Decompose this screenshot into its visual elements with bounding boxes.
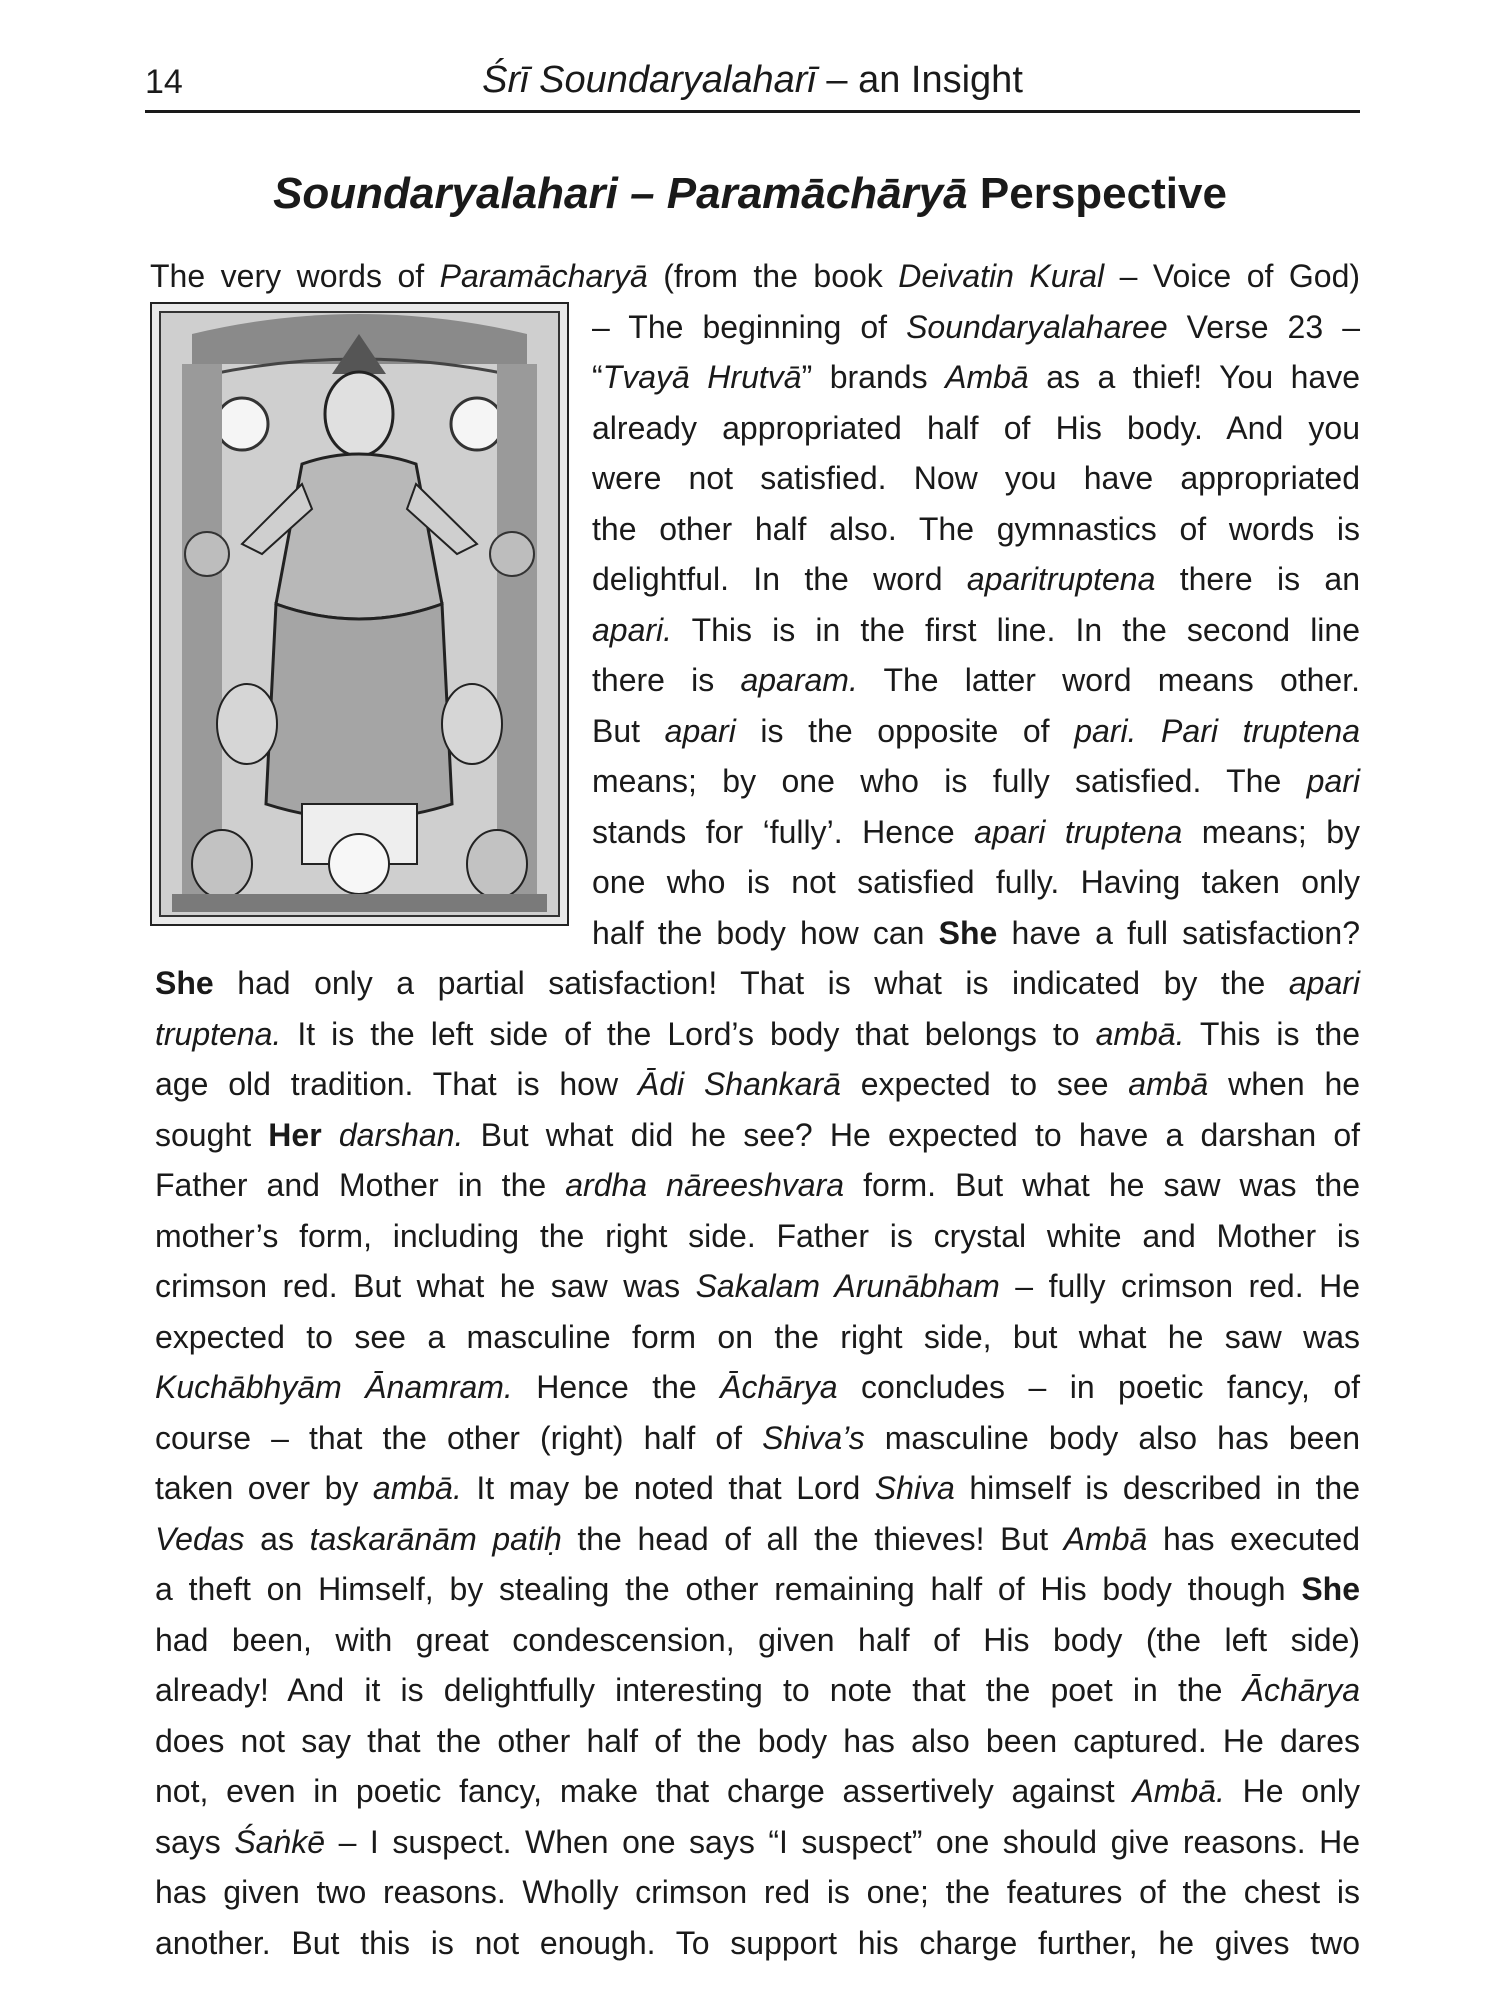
- text-run: taskarānām patiḥ: [309, 1520, 562, 1557]
- text-run: darshan.: [338, 1116, 464, 1153]
- text-run: Father and Mother in the: [155, 1167, 566, 1203]
- text-run: apari.: [592, 611, 673, 648]
- text-line: [155, 1670, 1360, 1710]
- text-run: She: [1301, 1571, 1360, 1607]
- text-line: [150, 256, 1360, 296]
- text-run: crimson red. But what he saw was: [155, 1268, 696, 1304]
- text-line: [592, 862, 1360, 902]
- text-run: Sakalam Arunābham: [695, 1268, 1000, 1304]
- text-line: [592, 913, 1360, 953]
- text-run: It may be noted that Lord: [461, 1470, 875, 1506]
- text-run: had been, with great condescension, given half of His body (the left side): [155, 1621, 1360, 1658]
- text-run: Kuchābhyām Ānamram.: [155, 1369, 513, 1405]
- text-line: [155, 1923, 1360, 1963]
- text-run: ” brands: [801, 359, 946, 395]
- text-run: a theft on Himself, by stealing the other remaining half of His body though: [155, 1571, 1302, 1607]
- text-run: were not satisfied. Now you have appropriated: [592, 460, 1360, 496]
- book-title: [145, 58, 1360, 102]
- text-run: concludes – in poetic fancy, of: [837, 1369, 1360, 1405]
- text-run: – fully crimson red. He: [999, 1268, 1360, 1304]
- text-line: [155, 1620, 1360, 1660]
- text-line: [155, 1418, 1360, 1458]
- text-run: means; by one who is fully satisfied. The: [592, 763, 1307, 799]
- text-run: himself is described in the: [954, 1470, 1361, 1506]
- text-run: expected to see: [840, 1066, 1129, 1102]
- text-run: Paramācharyā: [439, 258, 648, 294]
- text-run: means; by: [1182, 813, 1361, 850]
- text-run: aparitruptena: [966, 561, 1156, 597]
- text-run: taken over by: [155, 1470, 373, 1506]
- text-line: [155, 1266, 1360, 1306]
- text-line: [155, 1014, 1360, 1054]
- text-line: [155, 1822, 1360, 1862]
- text-run: pari. Pari truptena: [1074, 712, 1361, 749]
- running-head: [145, 54, 1360, 113]
- text-run: when he: [1208, 1066, 1361, 1102]
- text-run: This is the: [1184, 1015, 1361, 1052]
- text-run: The very words of: [150, 258, 440, 294]
- text-line: [155, 1519, 1360, 1559]
- text-run: have a full satisfaction?: [997, 914, 1361, 951]
- book-title-italic: Śrī Soundaryalaharī: [482, 59, 816, 101]
- text-run: the head of all the thieves! But: [561, 1520, 1064, 1557]
- text-run: She: [155, 965, 214, 1001]
- text-run: But what did he see? He expected to have a darshan of: [463, 1116, 1361, 1153]
- text-run: course – that the other (right) half of: [155, 1419, 763, 1456]
- text-line: [592, 408, 1360, 448]
- text-run: Ādi Shankarā: [637, 1066, 841, 1102]
- text-run: Śaṅkē: [234, 1823, 326, 1860]
- chapter-title: [0, 166, 1500, 222]
- text-run: Ambā: [945, 359, 1029, 395]
- text-line: [592, 357, 1360, 397]
- text-line: [592, 711, 1360, 751]
- text-line: [155, 1468, 1360, 1508]
- text-run: – I suspect. When one says “I suspect” one should give reasons. He: [325, 1823, 1361, 1860]
- text-run: Deivatin Kural: [898, 258, 1105, 294]
- text-run: She: [938, 914, 998, 951]
- text-line: [155, 1771, 1360, 1811]
- chapter-title-rest: Perspective: [967, 169, 1227, 218]
- text-run: Verse 23 –: [1167, 308, 1361, 345]
- text-line: [155, 1367, 1360, 1407]
- text-run: Ambā: [1063, 1520, 1148, 1557]
- text-line: [155, 1872, 1360, 1912]
- text-run: Hence the: [512, 1369, 721, 1405]
- text-line: [592, 458, 1360, 498]
- text-line: [592, 559, 1360, 599]
- text-run: the other half also. The gymnastics of words is: [592, 510, 1360, 547]
- text-run: there is an: [1155, 561, 1361, 597]
- text-line: [592, 610, 1360, 650]
- text-run: Soundaryalaharee: [906, 308, 1168, 345]
- text-line: [592, 307, 1360, 347]
- text-line: [592, 660, 1360, 700]
- text-run: does not say that the other half of the body has also been captured. He dares: [155, 1722, 1360, 1759]
- text-run: another. But this is not enough. To support his charge further, he gives two: [155, 1924, 1360, 1961]
- text-run: This is in the first line. In the second line: [672, 611, 1360, 648]
- text-line: [592, 761, 1360, 801]
- text-line: [155, 1216, 1360, 1256]
- text-run: But: [592, 712, 665, 749]
- text-run: “: [592, 359, 603, 395]
- text-run: had only a partial satisfaction! That is what is indicated by the: [213, 965, 1289, 1001]
- text-line: [155, 1064, 1360, 1104]
- text-run: ardha nāreeshvara: [565, 1167, 845, 1203]
- text-run: Her: [268, 1116, 322, 1153]
- text-run: ambā.: [372, 1470, 462, 1506]
- text-run: Shiva’s: [762, 1419, 865, 1456]
- text-run: form. But what he saw was the: [844, 1167, 1361, 1203]
- text-run: ambā.: [1095, 1015, 1185, 1052]
- text-line: [592, 812, 1360, 852]
- page-number: 14: [145, 63, 183, 101]
- text-run: Āchārya: [1242, 1672, 1360, 1708]
- text-line: [592, 509, 1360, 549]
- text-run: [322, 1117, 339, 1153]
- text-run: there is: [592, 662, 741, 698]
- text-run: as: [244, 1520, 310, 1557]
- text-run: expected to see a masculine form on the right side, but what he saw was: [155, 1318, 1360, 1355]
- text-line: [155, 1569, 1360, 1609]
- text-run: The latter word means other.: [857, 662, 1361, 698]
- text-line: [155, 1317, 1360, 1357]
- text-run: pari: [1306, 763, 1360, 799]
- text-run: It is the left side of the Lord’s body that belongs to: [281, 1015, 1096, 1052]
- text-run: – The beginning of: [592, 308, 907, 345]
- text-line: [155, 1165, 1360, 1205]
- text-run: sought: [155, 1116, 269, 1153]
- text-run: Tvayā Hrutvā: [602, 359, 802, 395]
- text-run: apari: [1288, 965, 1360, 1001]
- text-line: [155, 1721, 1360, 1761]
- text-run: half the body how can: [592, 914, 939, 951]
- text-run: Āchārya: [720, 1369, 838, 1405]
- text-run: (from the book: [647, 258, 899, 294]
- text-line: [155, 1115, 1360, 1155]
- text-run: truptena.: [155, 1015, 282, 1052]
- text-run: mother’s form, including the right side. Father is crystal white and Mother is: [155, 1217, 1360, 1254]
- book-title-rest: – an Insight: [815, 59, 1023, 101]
- text-run: is the opposite of: [735, 712, 1075, 749]
- text-run: already appropriated half of His body. And you: [592, 409, 1360, 446]
- deity-image: [150, 302, 569, 926]
- text-run: masculine body also has been: [864, 1419, 1361, 1456]
- text-run: ambā: [1128, 1066, 1209, 1102]
- text-line: [155, 963, 1360, 1003]
- text-run: delightful. In the word: [592, 561, 967, 597]
- text-run: aparam.: [740, 662, 858, 698]
- text-run: Ambā.: [1132, 1773, 1225, 1809]
- text-run: has given two reasons. Wholly crimson red is one; the features of the chest is: [155, 1874, 1360, 1910]
- text-run: Shiva: [874, 1470, 955, 1506]
- text-run: as a thief! You have: [1028, 359, 1361, 395]
- chapter-title-italic: Soundaryalahari – Paramāchāryā: [273, 169, 968, 218]
- text-run: apari: [664, 712, 736, 749]
- deity-image-icon: [152, 304, 567, 924]
- text-run: Vedas: [155, 1520, 245, 1557]
- text-run: He only: [1224, 1773, 1361, 1809]
- text-run: age old tradition. That is how: [155, 1066, 638, 1102]
- text-run: one who is not satisfied fully. Having taken only: [592, 864, 1360, 900]
- text-run: stands for ‘fully’. Hence: [592, 813, 975, 850]
- text-run: says: [155, 1823, 235, 1860]
- text-run: already! And it is delightfully interesting to note that the poet in the: [155, 1672, 1243, 1708]
- text-run: – Voice of God): [1104, 258, 1361, 294]
- text-run: not, even in poetic fancy, make that charge assertively against: [155, 1773, 1133, 1809]
- text-run: apari truptena: [974, 813, 1183, 850]
- text-run: has executed: [1147, 1520, 1361, 1557]
